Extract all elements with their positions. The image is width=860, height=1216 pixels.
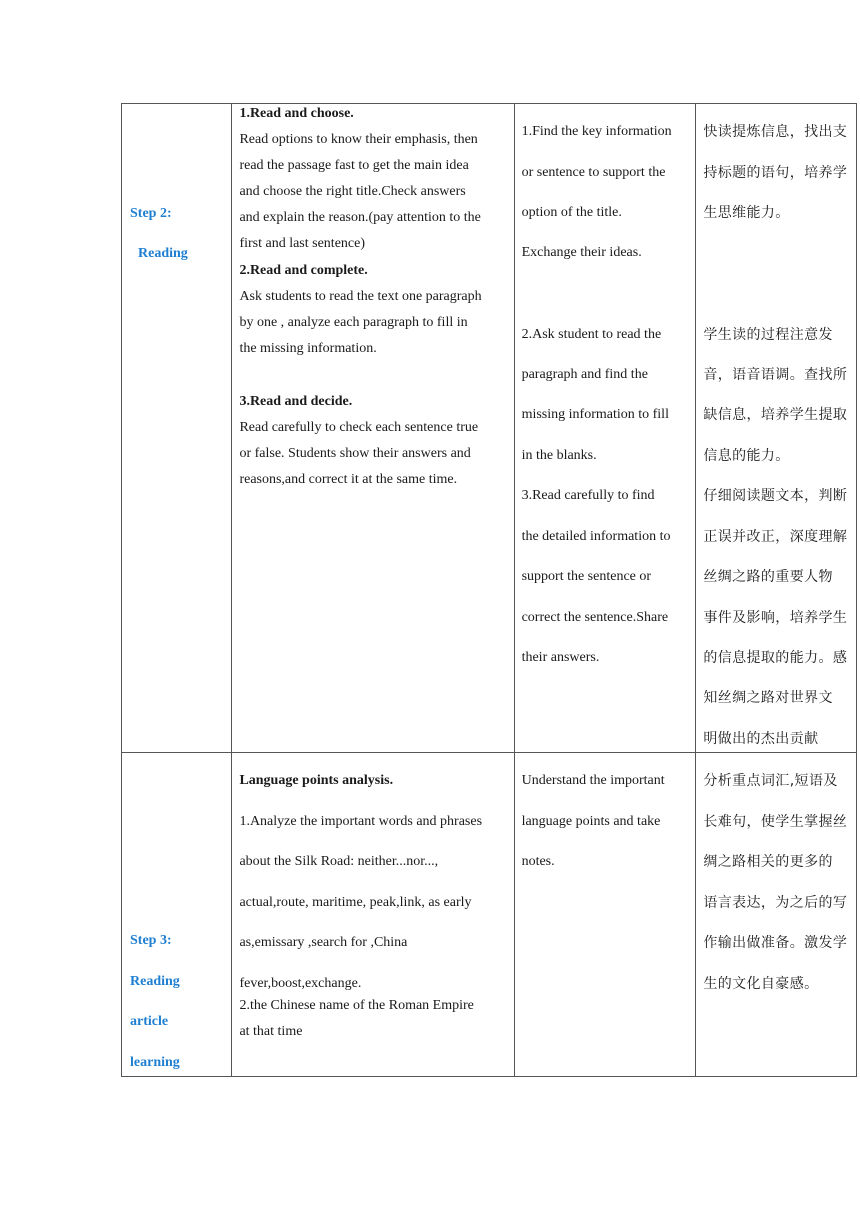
table-row-step2 <box>122 104 857 753</box>
step3-title-cell <box>122 753 232 1077</box>
step3-activity-text: 1.Analyze the important words and phrases <box>239 814 483 829</box>
step3-activity-text: as,emissary ,search for ,China <box>239 935 408 950</box>
step3-purpose-text: 分析重点词汇,短语及 <box>703 773 838 789</box>
step2-activity-text: the missing information. <box>239 341 377 356</box>
step3-purpose-text: 长难句，使学生掌握丝 <box>703 814 848 830</box>
step3-purpose-text: 语言表达，为之后的写 <box>703 895 848 911</box>
step2-activities-cell <box>232 104 514 753</box>
step2-student-text: paragraph and find the <box>521 367 648 382</box>
step2-subtitle: Reading <box>138 246 188 261</box>
step3-activity-text: at that time <box>239 1024 303 1039</box>
step2-purpose-text: 快读提炼信息，找出支 <box>703 124 848 140</box>
step2-purpose-text: 生思维能力。 <box>703 205 790 221</box>
step2-activity-text: and choose the right title.Check answers <box>239 184 466 199</box>
step2-purpose-text: 知丝绸之路对世界文 <box>703 690 833 706</box>
step3-purpose-text: 作输出做准备。激发学 <box>703 935 848 951</box>
step2-purpose-text: 缺信息，培养学生提取 <box>703 407 848 423</box>
step3-activity-text: actual,route, maritime, peak,link, as early <box>239 895 472 910</box>
step2-activity-heading-1: 1.Read and choose. <box>239 106 354 121</box>
step2-activity-heading-2: 2.Read and complete. <box>239 263 368 278</box>
step2-purpose-text: 明做出的杰出贡献 <box>703 731 819 747</box>
step2-activity-text: Ask students to read the text one paragraph <box>239 289 482 304</box>
step3-subtitle: learning <box>130 1055 180 1070</box>
step2-student-text: missing information to fill <box>521 407 669 422</box>
step2-activity-text: Read carefully to check each sentence true <box>239 420 479 435</box>
table-row-step3 <box>122 753 857 1077</box>
step3-purpose-text: 绸之路相关的更多的 <box>703 854 833 870</box>
step2-purpose-text: 正误并改正，深度理解 <box>703 529 848 545</box>
step2-student-cell <box>514 104 696 753</box>
step2-purpose-text: 的信息提取的能力。感 <box>703 650 848 666</box>
step2-student-text: or sentence to support the <box>521 165 666 180</box>
step3-student-cell <box>514 753 696 1077</box>
step3-subtitle: article <box>130 1014 169 1029</box>
step3-activity-text: 2.the Chinese name of the Roman Empire <box>239 998 474 1013</box>
step2-student-text: 2.Ask student to read the <box>521 327 662 342</box>
step3-activities-cell <box>232 753 514 1077</box>
step2-purpose-text: 音，语音语调。查找所 <box>703 367 848 383</box>
step2-student-text: Exchange their ideas. <box>521 245 642 260</box>
step2-student-text: 1.Find the key information <box>521 124 672 139</box>
step2-activity-text: reasons,and correct it at the same time. <box>239 472 458 487</box>
step3-student-text: notes. <box>521 854 555 869</box>
step2-activity-text: read the passage fast to get the main idea <box>239 158 469 173</box>
step3-student-text: language points and take <box>521 814 661 829</box>
step2-activity-text: by one , analyze each paragraph to fill in <box>239 315 468 330</box>
step2-purpose-text: 信息的能力。 <box>703 448 790 464</box>
step3-student-text: Understand the important <box>521 773 665 788</box>
step2-purpose-text: 事件及影响，培养学生 <box>703 610 848 626</box>
step3-title: Step 3: <box>130 933 172 948</box>
step2-purpose-text: 学生读的过程注意发 <box>703 327 833 343</box>
step2-student-text: the detailed information to <box>521 529 671 544</box>
step2-activity-text: first and last sentence) <box>239 236 365 251</box>
step2-activity-text: and explain the reason.(pay attention to the <box>239 210 481 225</box>
step2-activity-text: or false. Students show their answers and <box>239 446 471 461</box>
step2-purpose-text: 仔细阅读题文本，判断 <box>703 488 848 504</box>
step2-student-text: correct the sentence.Share <box>521 610 669 625</box>
step3-activity-text: about the Silk Road: neither...nor..., <box>239 854 439 869</box>
step2-student-text: 3.Read carefully to find <box>521 488 655 503</box>
step3-activity-heading: Language points analysis. <box>239 773 394 788</box>
step2-purpose-text: 持标题的语句，培养学 <box>703 165 848 181</box>
step3-purpose-text: 生的文化自豪感。 <box>703 976 819 992</box>
step2-student-text: their answers. <box>521 650 600 665</box>
step2-title: Step 2: <box>130 206 172 221</box>
step2-student-text: in the blanks. <box>521 448 597 463</box>
step2-purpose-cell <box>696 104 857 753</box>
step2-student-text: option of the title. <box>521 205 622 220</box>
lesson-plan-table <box>121 103 857 1077</box>
step2-title-cell <box>122 104 232 753</box>
step2-activity-text: Read options to know their emphasis, then <box>239 132 478 147</box>
step2-activity-heading-3: 3.Read and decide. <box>239 394 353 409</box>
step2-student-text: support the sentence or <box>521 569 652 584</box>
step3-purpose-cell <box>696 753 857 1077</box>
step3-subtitle: Reading <box>130 974 180 989</box>
step3-activity-text: fever,boost,exchange. <box>239 976 362 991</box>
step2-purpose-text: 丝绸之路的重要人物 <box>703 569 833 585</box>
